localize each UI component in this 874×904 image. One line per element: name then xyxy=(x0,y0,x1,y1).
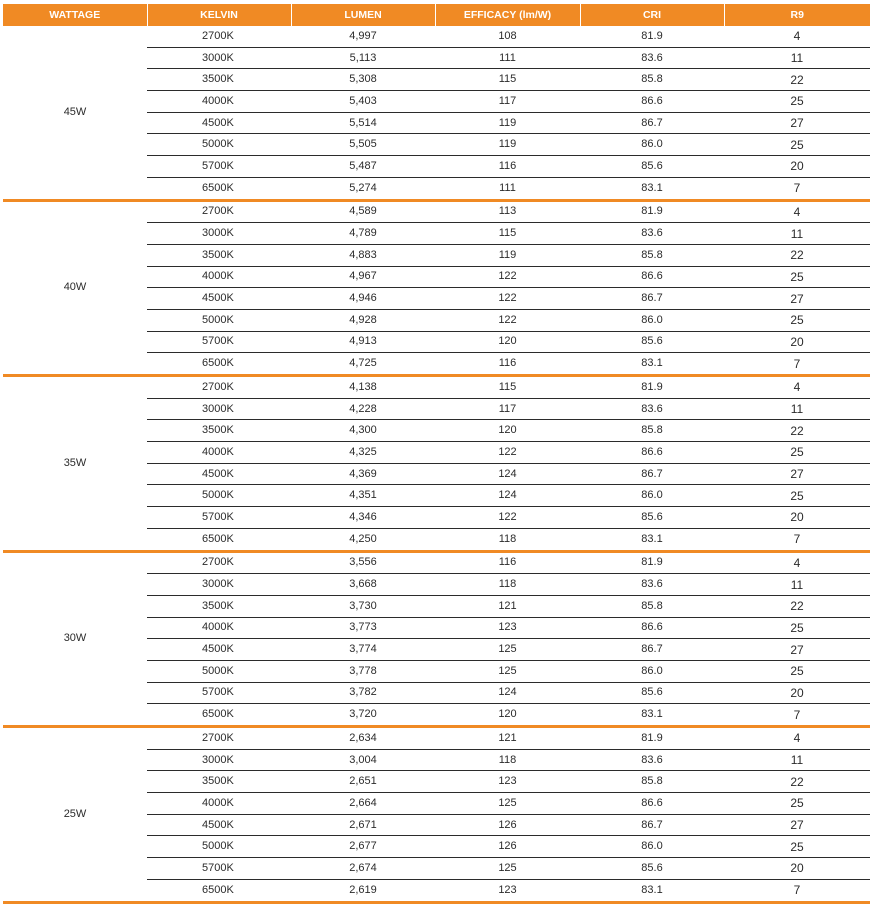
cri-cell: 85.6 xyxy=(580,156,724,178)
header-wattage: WATTAGE xyxy=(3,4,147,26)
lumen-cell: 3,720 xyxy=(291,704,435,727)
cri-cell: 81.9 xyxy=(641,205,663,218)
r9-cell: 20 xyxy=(724,507,870,529)
efficacy-cell: 125 xyxy=(435,793,580,815)
kelvin-cell: 4500K xyxy=(147,288,291,310)
table-row xyxy=(3,376,870,399)
cri-cell: 86.7 xyxy=(580,639,724,661)
wattage-cell: 40W xyxy=(63,281,87,294)
wattage-group xyxy=(3,551,870,727)
lumen-cell: 3,782 xyxy=(291,682,435,704)
lumen-cell: 5,113 xyxy=(291,47,435,69)
efficacy-cell: 118 xyxy=(435,528,580,551)
r9-cell: 25 xyxy=(724,836,870,858)
cri-cell: 86.7 xyxy=(580,112,724,134)
kelvin-cell: 3500K xyxy=(147,420,291,442)
r9-cell: 25 xyxy=(724,442,870,464)
efficacy-cell: 125 xyxy=(435,639,580,661)
kelvin-cell: 5700K xyxy=(147,156,291,178)
lumen-cell: 4,228 xyxy=(291,398,435,420)
lumen-cell: 3,730 xyxy=(291,595,435,617)
lumen-cell: 4,967 xyxy=(291,266,435,288)
efficacy-cell: 116 xyxy=(435,353,580,376)
r9-cell: 11 xyxy=(724,47,870,69)
r9-cell: 25 xyxy=(724,485,870,507)
efficacy-cell: 117 xyxy=(435,398,580,420)
cri-cell: 83.6 xyxy=(580,574,724,596)
lumen-cell: 5,403 xyxy=(291,91,435,113)
cri-cell: 86.0 xyxy=(580,134,724,156)
cri-cell: 81.9 xyxy=(641,29,663,42)
kelvin-cell: 6500K xyxy=(147,704,291,727)
lumen-cell: 5,308 xyxy=(291,69,435,91)
r9-cell: 27 xyxy=(724,814,870,836)
kelvin-cell: 5700K xyxy=(147,331,291,353)
kelvin-cell: 6500K xyxy=(147,177,291,200)
lumen-cell: 5,514 xyxy=(291,112,435,134)
r9-cell: 4 xyxy=(793,380,801,395)
efficacy-cell: 122 xyxy=(435,442,580,464)
r9-cell: 22 xyxy=(724,244,870,266)
r9-cell: 11 xyxy=(724,574,870,596)
lumen-cell: 4,369 xyxy=(291,463,435,485)
header-efficacy: EFFICACY (lm/W) xyxy=(435,4,580,26)
r9-cell: 25 xyxy=(724,266,870,288)
kelvin-cell: 3000K xyxy=(147,398,291,420)
lumen-cell: 4,351 xyxy=(291,485,435,507)
kelvin-cell: 5000K xyxy=(147,485,291,507)
cri-cell: 86.0 xyxy=(580,309,724,331)
r9-cell: 7 xyxy=(724,528,870,551)
r9-cell: 27 xyxy=(724,288,870,310)
table-row xyxy=(3,551,870,574)
cri-cell: 85.6 xyxy=(580,331,724,353)
cri-cell: 83.1 xyxy=(580,528,724,551)
lumen-cell: 3,773 xyxy=(291,617,435,639)
kelvin-cell: 3000K xyxy=(147,47,291,69)
efficacy-cell: 113 xyxy=(498,205,517,218)
r9-cell: 25 xyxy=(724,309,870,331)
lumen-cell: 4,789 xyxy=(291,223,435,245)
cri-cell: 86.6 xyxy=(580,91,724,113)
efficacy-cell: 123 xyxy=(435,879,580,902)
lumen-cell: 4,883 xyxy=(291,244,435,266)
lumen-cell: 4,913 xyxy=(291,331,435,353)
lumen-cell: 4,138 xyxy=(349,380,377,393)
wattage-group xyxy=(3,376,870,552)
kelvin-cell: 4000K xyxy=(147,793,291,815)
kelvin-cell: 6500K xyxy=(147,353,291,376)
efficacy-cell: 123 xyxy=(435,617,580,639)
lumen-cell: 2,651 xyxy=(291,771,435,793)
wattage-group xyxy=(3,200,870,376)
cri-cell: 81.9 xyxy=(641,731,663,744)
cri-cell: 83.1 xyxy=(580,879,724,902)
efficacy-cell: 108 xyxy=(498,29,517,42)
cri-cell: 86.6 xyxy=(580,442,724,464)
efficacy-cell: 115 xyxy=(435,69,580,91)
kelvin-cell: 5000K xyxy=(147,309,291,331)
wattage-cell: 30W xyxy=(63,632,87,645)
cri-cell: 83.6 xyxy=(580,398,724,420)
cri-cell: 83.1 xyxy=(580,704,724,727)
lumen-cell: 3,774 xyxy=(291,639,435,661)
r9-cell: 4 xyxy=(793,29,801,44)
wattage-cell: 25W xyxy=(63,807,87,820)
efficacy-cell: 121 xyxy=(435,595,580,617)
efficacy-cell: 115 xyxy=(498,380,517,393)
cri-cell: 85.6 xyxy=(580,682,724,704)
lumen-cell: 2,671 xyxy=(291,814,435,836)
cri-cell: 81.9 xyxy=(641,556,663,569)
kelvin-cell: 4000K xyxy=(147,617,291,639)
cri-cell: 86.6 xyxy=(580,266,724,288)
efficacy-cell: 119 xyxy=(435,112,580,134)
header-lumen: LUMEN xyxy=(291,4,435,26)
kelvin-cell: 5000K xyxy=(147,836,291,858)
cri-cell: 85.8 xyxy=(580,420,724,442)
r9-cell: 7 xyxy=(724,704,870,727)
cri-cell: 83.6 xyxy=(580,47,724,69)
cri-cell: 86.6 xyxy=(580,617,724,639)
kelvin-cell: 3500K xyxy=(147,771,291,793)
r9-cell: 27 xyxy=(724,112,870,134)
r9-cell: 22 xyxy=(724,771,870,793)
lumen-cell: 3,556 xyxy=(349,556,377,569)
r9-cell: 25 xyxy=(724,91,870,113)
efficacy-cell: 122 xyxy=(435,266,580,288)
lumen-cell: 5,487 xyxy=(291,156,435,178)
cri-cell: 86.0 xyxy=(580,660,724,682)
cri-cell: 83.6 xyxy=(580,223,724,245)
efficacy-cell: 125 xyxy=(435,660,580,682)
cri-cell: 86.7 xyxy=(580,463,724,485)
kelvin-cell: 3500K xyxy=(147,244,291,266)
lumen-cell: 2,664 xyxy=(291,793,435,815)
r9-cell: 25 xyxy=(724,617,870,639)
spec-table xyxy=(3,4,870,904)
cri-cell: 85.6 xyxy=(580,507,724,529)
wattage-cell: 45W xyxy=(63,105,87,118)
kelvin-cell: 4000K xyxy=(147,442,291,464)
efficacy-cell: 120 xyxy=(435,420,580,442)
kelvin-cell: 2700K xyxy=(202,29,234,42)
kelvin-cell: 5700K xyxy=(147,682,291,704)
r9-cell: 25 xyxy=(724,793,870,815)
r9-cell: 20 xyxy=(724,682,870,704)
kelvin-cell: 4500K xyxy=(147,639,291,661)
efficacy-cell: 118 xyxy=(435,749,580,771)
r9-cell: 20 xyxy=(724,858,870,880)
kelvin-cell: 2700K xyxy=(202,380,234,393)
kelvin-cell: 4500K xyxy=(147,112,291,134)
r9-cell: 7 xyxy=(724,879,870,902)
lumen-cell: 3,668 xyxy=(291,574,435,596)
lumen-cell: 4,997 xyxy=(349,29,377,42)
cri-cell: 85.6 xyxy=(580,858,724,880)
efficacy-cell: 120 xyxy=(435,331,580,353)
efficacy-cell: 122 xyxy=(435,309,580,331)
kelvin-cell: 5000K xyxy=(147,660,291,682)
lumen-cell: 4,250 xyxy=(291,528,435,551)
lumen-cell: 2,677 xyxy=(291,836,435,858)
r9-cell: 22 xyxy=(724,420,870,442)
lumen-cell: 4,725 xyxy=(291,353,435,376)
cri-cell: 83.6 xyxy=(580,749,724,771)
efficacy-cell: 125 xyxy=(435,858,580,880)
lumen-cell: 2,634 xyxy=(349,731,377,744)
lumen-cell: 5,505 xyxy=(291,134,435,156)
kelvin-cell: 3000K xyxy=(147,223,291,245)
lumen-cell: 5,274 xyxy=(291,177,435,200)
header-kelvin: KELVIN xyxy=(147,4,291,26)
cri-cell: 83.1 xyxy=(580,177,724,200)
kelvin-cell: 5000K xyxy=(147,134,291,156)
r9-cell: 11 xyxy=(724,398,870,420)
wattage-group xyxy=(3,727,870,903)
efficacy-cell: 111 xyxy=(435,47,580,69)
wattage-group xyxy=(3,26,870,200)
kelvin-cell: 2700K xyxy=(202,731,234,744)
cri-cell: 86.6 xyxy=(580,793,724,815)
r9-cell: 27 xyxy=(724,463,870,485)
lumen-cell: 3,004 xyxy=(291,749,435,771)
efficacy-cell: 115 xyxy=(435,223,580,245)
kelvin-cell: 6500K xyxy=(147,528,291,551)
efficacy-cell: 122 xyxy=(435,288,580,310)
lumen-cell: 4,946 xyxy=(291,288,435,310)
kelvin-cell: 3000K xyxy=(147,574,291,596)
efficacy-cell: 116 xyxy=(435,156,580,178)
wattage-cell: 35W xyxy=(63,456,87,469)
r9-cell: 7 xyxy=(724,177,870,200)
r9-cell: 4 xyxy=(793,731,801,746)
kelvin-cell: 4000K xyxy=(147,91,291,113)
lumen-cell: 2,674 xyxy=(291,858,435,880)
efficacy-cell: 116 xyxy=(498,556,517,569)
table-row xyxy=(3,26,870,47)
efficacy-cell: 124 xyxy=(435,682,580,704)
cri-cell: 86.7 xyxy=(580,814,724,836)
r9-cell: 22 xyxy=(724,69,870,91)
r9-cell: 4 xyxy=(793,204,801,219)
efficacy-cell: 122 xyxy=(435,507,580,529)
efficacy-cell: 111 xyxy=(435,177,580,200)
cri-cell: 85.8 xyxy=(580,595,724,617)
kelvin-cell: 4500K xyxy=(147,463,291,485)
kelvin-cell: 4500K xyxy=(147,814,291,836)
r9-cell: 27 xyxy=(724,639,870,661)
efficacy-cell: 119 xyxy=(435,244,580,266)
cri-cell: 85.8 xyxy=(580,244,724,266)
table-row xyxy=(3,200,870,223)
cri-cell: 81.9 xyxy=(641,380,663,393)
lumen-cell: 4,346 xyxy=(291,507,435,529)
efficacy-cell: 123 xyxy=(435,771,580,793)
r9-cell: 20 xyxy=(724,331,870,353)
efficacy-cell: 124 xyxy=(435,463,580,485)
efficacy-cell: 126 xyxy=(435,836,580,858)
r9-cell: 7 xyxy=(724,353,870,376)
header-r9: R9 xyxy=(724,4,870,26)
table-header xyxy=(3,4,870,26)
kelvin-cell: 4000K xyxy=(147,266,291,288)
r9-cell: 25 xyxy=(724,134,870,156)
kelvin-cell: 2700K xyxy=(202,556,234,569)
cri-cell: 86.0 xyxy=(580,485,724,507)
lumen-cell: 3,778 xyxy=(291,660,435,682)
r9-cell: 20 xyxy=(724,156,870,178)
r9-cell: 22 xyxy=(724,595,870,617)
kelvin-cell: 5700K xyxy=(147,858,291,880)
efficacy-cell: 120 xyxy=(435,704,580,727)
cri-cell: 86.7 xyxy=(580,288,724,310)
lumen-cell: 2,619 xyxy=(291,879,435,902)
kelvin-cell: 3500K xyxy=(147,69,291,91)
kelvin-cell: 6500K xyxy=(147,879,291,902)
cri-cell: 86.0 xyxy=(580,836,724,858)
r9-cell: 11 xyxy=(724,749,870,771)
efficacy-cell: 119 xyxy=(435,134,580,156)
r9-cell: 25 xyxy=(724,660,870,682)
efficacy-cell: 124 xyxy=(435,485,580,507)
efficacy-cell: 121 xyxy=(498,731,517,744)
kelvin-cell: 3000K xyxy=(147,749,291,771)
efficacy-cell: 117 xyxy=(435,91,580,113)
r9-cell: 11 xyxy=(724,223,870,245)
header-row xyxy=(3,4,870,26)
cri-cell: 85.8 xyxy=(580,771,724,793)
cri-cell: 83.1 xyxy=(580,353,724,376)
cri-cell: 85.8 xyxy=(580,69,724,91)
header-cri: CRI xyxy=(580,4,724,26)
lumen-cell: 4,928 xyxy=(291,309,435,331)
lumen-cell: 4,300 xyxy=(291,420,435,442)
kelvin-cell: 3500K xyxy=(147,595,291,617)
lumen-cell: 4,325 xyxy=(291,442,435,464)
efficacy-cell: 118 xyxy=(435,574,580,596)
efficacy-cell: 126 xyxy=(435,814,580,836)
kelvin-cell: 5700K xyxy=(147,507,291,529)
r9-cell: 4 xyxy=(793,555,801,570)
kelvin-cell: 2700K xyxy=(202,205,234,218)
lumen-cell: 4,589 xyxy=(349,205,377,218)
table-row xyxy=(3,727,870,750)
